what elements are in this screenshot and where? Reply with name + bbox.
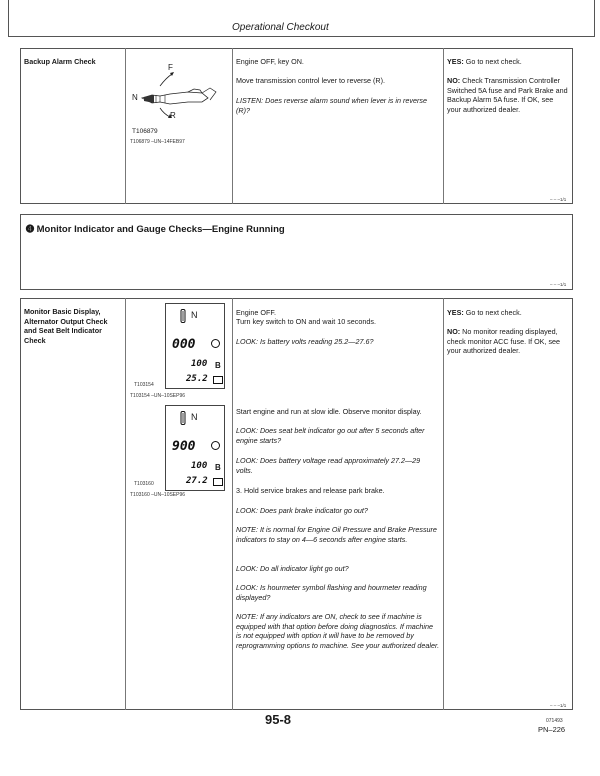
page-title: Operational Checkout [232, 22, 329, 33]
key-icon [180, 411, 186, 425]
page-ref: – – –1/1 [550, 197, 567, 202]
backup-alarm-row [20, 48, 573, 204]
figure-id: T103160 [134, 481, 154, 487]
battery-volts-reading: 25.2 [186, 374, 208, 384]
monitor-step-4: 3. Hold service brakes and release park brake. [236, 486, 385, 495]
monitor-look-1: LOOK: Is battery volts reading 25.2—27.6? [236, 337, 374, 346]
monitor-look-6: LOOK: Is hourmeter symbol flashing and hourmeter reading displayed? [236, 583, 427, 602]
hourmeter-reading: 900 [172, 439, 196, 454]
figure-id: T103154 [134, 382, 154, 388]
date-code: 071493 [546, 718, 563, 724]
page-ref: – – –1/1 [550, 703, 567, 708]
figure-caption: T103160 –UN–10SEP96 [130, 492, 186, 498]
monitor-look-3: LOOK: Does battery voltage read approximately 27.2—29 volts. [236, 456, 421, 475]
monitor-display-1 [165, 303, 225, 389]
backup-yes: YES: Go to next check. [447, 57, 522, 66]
monitor-step-1: Engine OFF. [236, 308, 276, 317]
monitor-look-5: LOOK: Do all indicator light go out? [236, 564, 349, 573]
monitor-yes: YES: Go to next check. [447, 308, 522, 317]
rpm-unit-icon: B [215, 463, 221, 472]
hourmeter-icon [211, 441, 220, 450]
backup-step-2: Move transmission control lever to reverse (R). [236, 76, 385, 85]
backup-step-1: Engine OFF, key ON. [236, 57, 304, 66]
figure-caption: T103154 –UN–10SEP96 [130, 393, 186, 399]
lever-label-n: N [132, 93, 138, 102]
section-number-icon: ➍ [26, 224, 34, 235]
page-ref: – – –1/1 [550, 282, 567, 287]
transmission-lever-illustration [130, 62, 230, 124]
monitor-look-2: LOOK: Does seat belt indicator go out after 5 seconds after engine starts? [236, 426, 425, 445]
monitor-check-label: Monitor Basic Display, Alternator Output Check and Seat Belt Indicator Check [24, 307, 108, 345]
document-number: PN–226 [538, 725, 566, 734]
monitor-note-1: NOTE: It is normal for Engine Oil Pressure and Brake Pressure indicators to stay on 4—6 seconds after engine starts. [236, 525, 437, 544]
rpm-reading: 100 [191, 461, 208, 471]
monitor-no: NO: No monitor reading displayed, check monitor ACC fuse. If OK, see your authorized dealer. [447, 327, 561, 356]
figure-id: T106879 [132, 128, 158, 135]
rpm-reading: 100 [191, 359, 208, 369]
gear-indicator: N [191, 310, 198, 320]
monitor-note-2: NOTE: If any indicators are ON, check to see if machine is equipped with that option before doing diagnostics. If machine is not equipped with option it will have to be removed by reprogramming options to machine. See your authorized dealer. [236, 612, 440, 650]
page-number: 95-8 [265, 712, 292, 727]
monitor-step-2: Turn key switch to ON and wait 10 seconds. [236, 317, 376, 326]
battery-icon [213, 376, 223, 384]
backup-alarm-label: Backup Alarm Check [24, 57, 96, 66]
monitor-display-2 [165, 405, 225, 491]
battery-icon [213, 478, 223, 486]
backup-no: NO: Check Transmission Controller Switched 5A fuse and Park Brake and Backup Alarm 5A fuse. If OK, see your authorized dealer. [447, 76, 568, 114]
gear-indicator: N [191, 412, 198, 422]
battery-volts-reading: 27.2 [186, 476, 208, 486]
monitor-step-3: Start engine and run at slow idle. Observe monitor display. [236, 407, 422, 416]
key-icon [180, 309, 186, 323]
backup-listen: LISTEN: Does reverse alarm sound when lever is in reverse (R)? [236, 96, 427, 115]
lever-label-f: F [168, 63, 173, 72]
monitor-look-4: LOOK: Does park brake indicator go out? [236, 506, 368, 515]
hourmeter-icon [211, 339, 220, 348]
section-4-title: ➍ Monitor Indicator and Gauge Checks—Engine Running [26, 224, 285, 235]
rpm-unit-icon: B [215, 361, 221, 370]
lever-label-r: R [170, 111, 176, 120]
hourmeter-reading: 000 [172, 337, 196, 352]
figure-caption: T106879 –UN–14FEB97 [130, 139, 185, 145]
